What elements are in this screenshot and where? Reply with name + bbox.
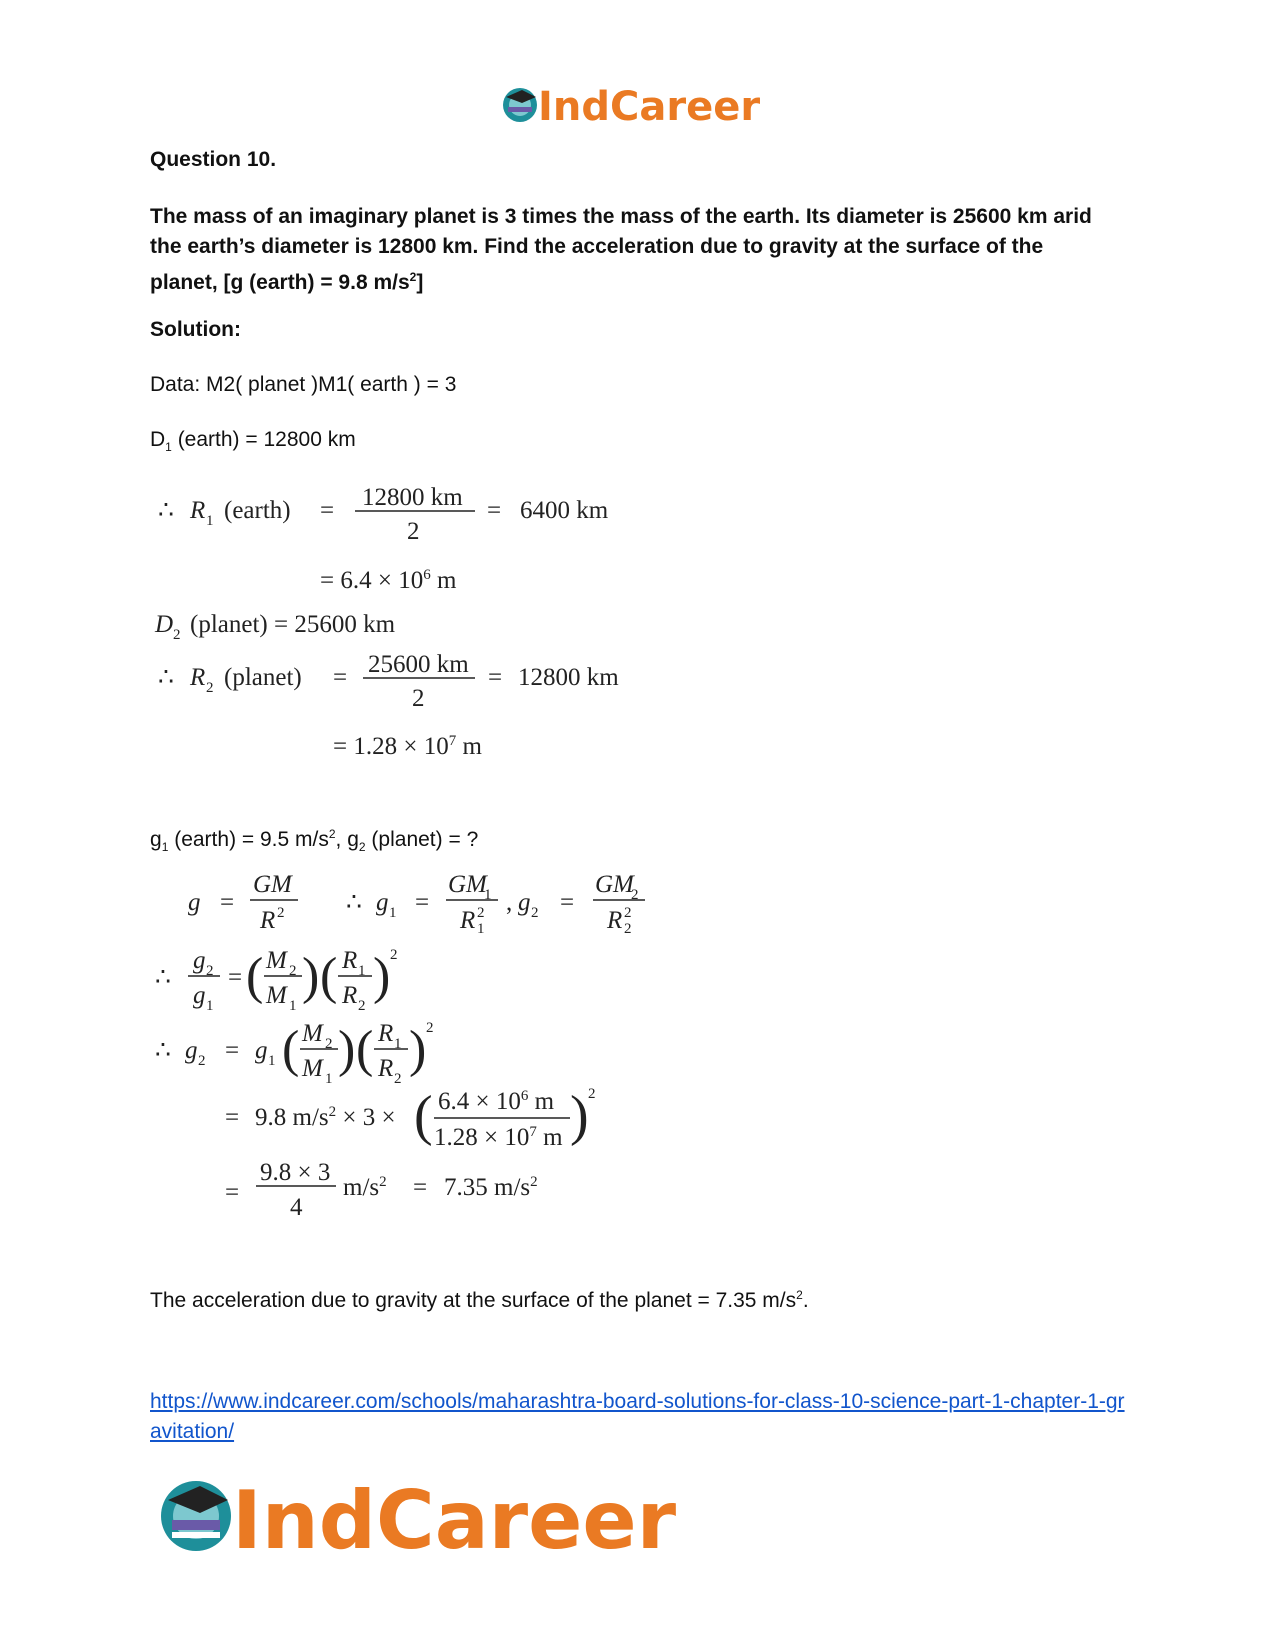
header-logo <box>500 80 770 130</box>
svg-text:=: = <box>560 889 575 916</box>
svg-text:): ) <box>409 1021 427 1078</box>
svg-text:=: = <box>225 1104 240 1131</box>
svg-text:∴: ∴ <box>158 664 174 691</box>
svg-text:1: 1 <box>389 905 397 921</box>
svg-text:2: 2 <box>173 627 181 643</box>
svg-text:9.8 m/s2 × 3 ×: 9.8 $m/s^2 \times 3$ × <box>255 1104 396 1131</box>
svg-text:R: R <box>378 1055 394 1082</box>
svg-text:(: ( <box>356 1021 374 1078</box>
svg-text:1: 1 <box>206 998 214 1014</box>
question-title: Question 10. <box>150 148 277 171</box>
svg-text:2: 2 <box>426 1020 434 1036</box>
svg-text:R: R <box>190 497 206 524</box>
svg-text:(: ( <box>282 1021 300 1078</box>
svg-text:2: 2 <box>206 963 214 979</box>
svg-text:∴: ∴ <box>155 964 171 991</box>
svg-text:): ) <box>570 1085 589 1147</box>
svg-text:M: M <box>302 1020 323 1047</box>
svg-text:g: g <box>518 889 531 916</box>
d1-line: $D_1$ (earth) = 12800 km <box>150 428 356 455</box>
svg-text:2: 2 <box>588 1086 596 1102</box>
footer-logo <box>158 1468 698 1564</box>
svg-text:1: 1 <box>484 887 492 903</box>
gravity-data-line: $g_1$ (earth) = 9.5 $m/s^2$, $g_2$ (planet) = ? <box>150 827 479 855</box>
svg-text:6.4 × 106 m: $6.4 \times 10^6$ m <box>438 1088 555 1115</box>
svg-text:=: = <box>415 889 430 916</box>
svg-text:2: 2 <box>289 963 297 979</box>
gravity-equations <box>150 871 710 1245</box>
svg-text:1: 1 <box>394 1036 402 1052</box>
svg-text:= 6.4 × 106 m: = $6.4 \times 10^6$ m <box>320 567 457 594</box>
svg-text:R: R <box>342 982 358 1009</box>
svg-text:7.35 m/s2: 7.35 $m/s^2$ <box>444 1174 538 1201</box>
svg-text:): ) <box>373 948 391 1005</box>
svg-text:1: 1 <box>477 921 485 937</box>
svg-text:=: = <box>320 497 335 524</box>
svg-text:4: 4 <box>290 1194 303 1221</box>
svg-text:D: D <box>155 611 174 638</box>
data-line: Data: M2( planet )M1( earth ) = 3 <box>150 373 457 396</box>
svg-text:GM: GM <box>595 871 634 898</box>
svg-text:9.8 × 3: 9.8 × 3 <box>260 1159 331 1186</box>
svg-text:g: g <box>255 1037 268 1064</box>
svg-text:∴: ∴ <box>158 497 174 524</box>
svg-text:(planet): (planet) <box>224 664 302 691</box>
svg-text:g: g <box>188 889 201 916</box>
svg-text:1.28 × 107 m: $1.28 \times 10^7$ m <box>434 1124 563 1151</box>
svg-text:R: R <box>378 1020 394 1047</box>
svg-text:(: ( <box>414 1085 433 1147</box>
svg-text:(earth): (earth) <box>224 497 291 524</box>
svg-text:∴: ∴ <box>346 889 362 916</box>
svg-text:2: 2 <box>206 680 214 696</box>
svg-text:g: g <box>193 947 206 974</box>
svg-text:R: R <box>607 907 623 934</box>
svg-text:(: ( <box>320 948 338 1005</box>
svg-text:12800 km: 12800 km <box>362 484 463 511</box>
svg-text:=: = <box>225 1037 240 1064</box>
svg-text:=: = <box>228 964 243 991</box>
indcareer-logo-top <box>500 80 770 130</box>
svg-text:2: 2 <box>277 905 285 921</box>
svg-text:1: 1 <box>206 513 214 529</box>
svg-text:2: 2 <box>198 1053 206 1069</box>
svg-text:6400 km: 6400 km <box>520 497 609 524</box>
svg-text:2: 2 <box>631 887 639 903</box>
svg-text:1: 1 <box>325 1071 333 1087</box>
svg-text:g: g <box>185 1037 198 1064</box>
svg-text:=: = <box>225 1179 240 1206</box>
svg-text:GM: GM <box>448 871 487 898</box>
svg-text:=: = <box>333 664 348 691</box>
svg-text:1: 1 <box>358 963 366 979</box>
svg-text:=: = <box>220 889 235 916</box>
svg-text:= 1.28 × 107 m: = $1.28 \times 10^7$ m <box>333 733 482 760</box>
svg-text:M: M <box>266 947 287 974</box>
question-text: The mass of an imaginary planet is 3 times the mass of the earth. Its diameter is 25600 km arid the earth’s diameter is 12800 km. Find the acceleration due to gravity at the surface of the planet, [g (earth) = 9.8 $m/s^2$] <box>150 205 1092 294</box>
svg-text:R: R <box>342 947 358 974</box>
svg-text:m/s2: $m/s^2$ <box>343 1174 387 1201</box>
svg-text:(: ( <box>246 948 264 1005</box>
svg-text:∴: ∴ <box>155 1037 171 1064</box>
svg-text:g: g <box>193 982 206 1009</box>
book-icon <box>172 1520 220 1530</box>
svg-text:=: = <box>488 664 503 691</box>
svg-text:2: 2 <box>407 518 420 545</box>
svg-text:=: = <box>487 497 502 524</box>
book-icon <box>508 107 532 112</box>
svg-text:2: 2 <box>394 1071 402 1087</box>
svg-text:1: 1 <box>289 998 297 1014</box>
source-link[interactable]: https://www.indcareer.com/schools/maharashtra-board-solutions-for-class-10-science-part-1-chapter-1-gravitation/ <box>150 1390 1125 1443</box>
radius-equations <box>150 485 710 790</box>
svg-text:2: 2 <box>531 905 539 921</box>
indcareer-logo-bottom <box>158 1468 698 1564</box>
svg-text:R: R <box>460 907 476 934</box>
svg-text:(planet) = 25600 km: (planet) = 25600 km <box>190 611 396 638</box>
solution-heading: Solution: <box>150 318 241 341</box>
svg-text:1: 1 <box>268 1053 276 1069</box>
svg-text:2: 2 <box>624 905 632 921</box>
svg-text:): ) <box>302 948 320 1005</box>
svg-text:2: 2 <box>325 1036 333 1052</box>
svg-text:2: 2 <box>412 685 425 712</box>
svg-text:2: 2 <box>624 921 632 937</box>
svg-text:): ) <box>338 1021 356 1078</box>
conclusion-line: The acceleration due to gravity at the surface of the planet = 7.35 $m/s^2$. <box>150 1288 809 1312</box>
logo-wordmark: IndCareer <box>538 84 761 130</box>
svg-text:R: R <box>260 907 276 934</box>
logo-wordmark: IndCareer <box>232 1474 677 1564</box>
svg-text:25600 km: 25600 km <box>368 651 469 678</box>
svg-text:=: = <box>413 1174 428 1201</box>
svg-text:M: M <box>266 982 287 1009</box>
svg-text:2: 2 <box>390 947 398 963</box>
svg-text:12800 km: 12800 km <box>518 664 619 691</box>
svg-text:M: M <box>302 1055 323 1082</box>
svg-text:2: 2 <box>358 998 366 1014</box>
svg-text:2: 2 <box>477 905 485 921</box>
svg-text:,: , <box>506 889 513 916</box>
svg-text:R: R <box>190 664 206 691</box>
svg-text:GM: GM <box>253 871 292 898</box>
svg-text:g: g <box>376 889 389 916</box>
